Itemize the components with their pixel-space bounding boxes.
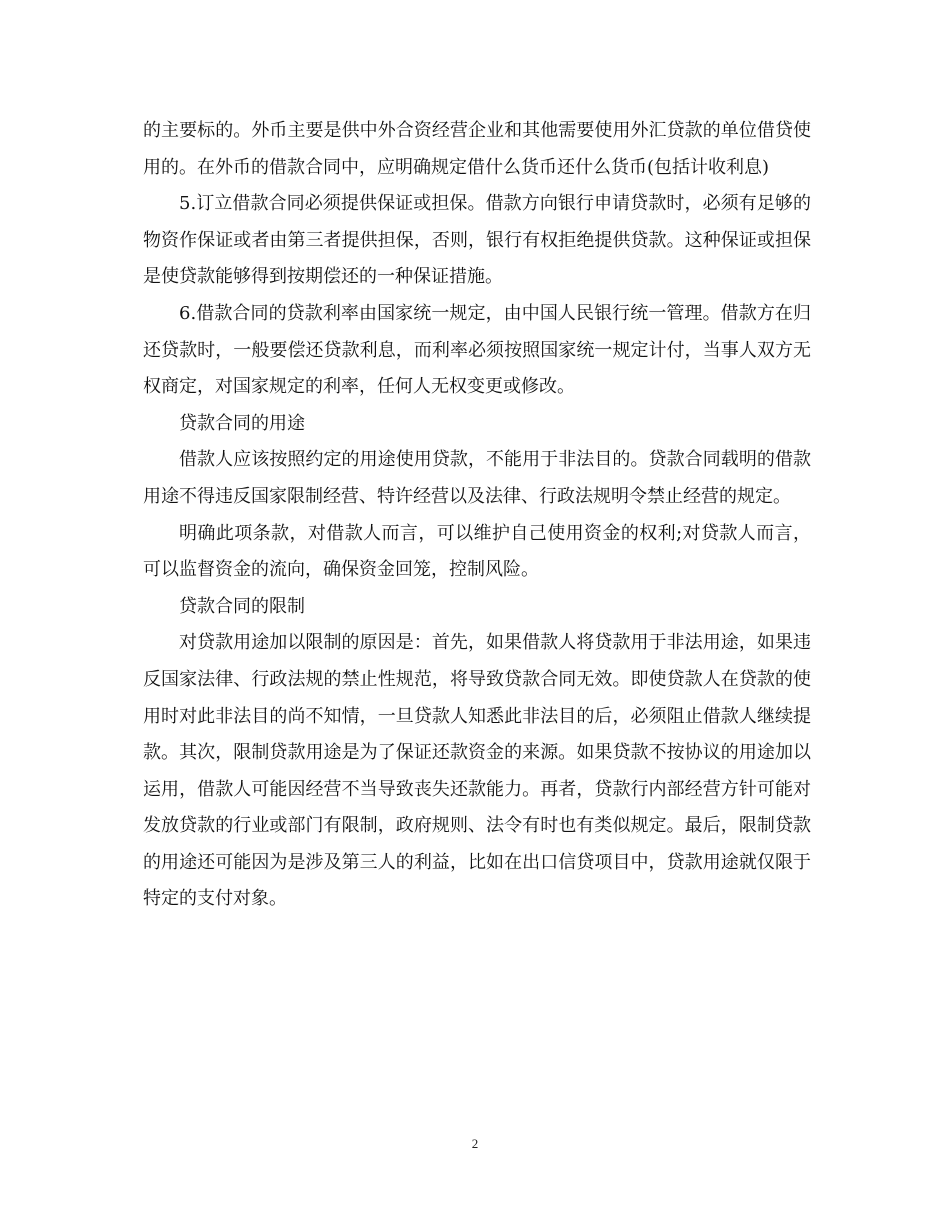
paragraph-item-5: 5.订立借款合同必须提供保证或担保。借款方向银行申请贷款时，必须有足够的物资作保证或者由第三者提供担保，否则，银行有权拒绝提供贷款。这种保证或担保是使贷款能够得到按期偿还的一种保证措施。 bbox=[143, 193, 811, 288]
page-number: 2 bbox=[471, 1136, 479, 1151]
paragraph-loan-purpose: 借款人应该按照约定的用途使用贷款，不能用于非法目的。贷款合同载明的借款用途不得违反国家限制经营、特许经营以及法律、行政法规明令禁止经营的规定。 bbox=[143, 449, 811, 507]
paragraph-loan-restriction: 对贷款用途加以限制的原因是：首先，如果借款人将贷款用于非法用途，如果违反国家法律、行政法规的禁止性规范，将导致贷款合同无效。即使贷款人在贷款的使用时对此非法目的尚不知情，一旦贷款人知悉此非法目的后，必须阻止借款人继续提款。其次，限制贷款用途是为了保证还款资金的来源。如果贷款不按协议的用途加以运用，借款人可能因经营不当导致丧失还款能力。再者，贷款行内部经营方针可能对发放贷款的行业或部门有限制，政府规则、法令有时也有类似规定。最后，限制贷款的用途还可能因为是涉及第三人的利益，比如在出口信贷项目中，贷款用途就仅限于特定的支付对象。 bbox=[143, 632, 811, 910]
document-body bbox=[143, 113, 811, 918]
section-heading-loan-restriction: 贷款合同的限制 bbox=[179, 595, 305, 617]
paragraph-item-6: 6.借款合同的贷款利率由国家统一规定，由中国人民银行统一管理。借款方在归还贷款时，一般要偿还贷款利息，而利率必须按照国家统一规定计付，当事人双方无权商定，对国家规定的利率，任何人无权变更或修改。 bbox=[143, 302, 811, 398]
section-heading-loan-purpose: 贷款合同的用途 bbox=[179, 412, 305, 434]
paragraph-clause-significance: 明确此项条款，对借款人而言，可以维护自己使用资金的权利;对贷款人而言，可以监督资金的流向，确保资金回笼，控制风险。 bbox=[143, 522, 811, 581]
paragraph-continuation: 的主要标的。外币主要是供中外合资经营企业和其他需要使用外汇贷款的单位借贷使用的。在外币的借款合同中，应明确规定借什么货币还什么货币(包括计收利息) bbox=[143, 120, 811, 178]
